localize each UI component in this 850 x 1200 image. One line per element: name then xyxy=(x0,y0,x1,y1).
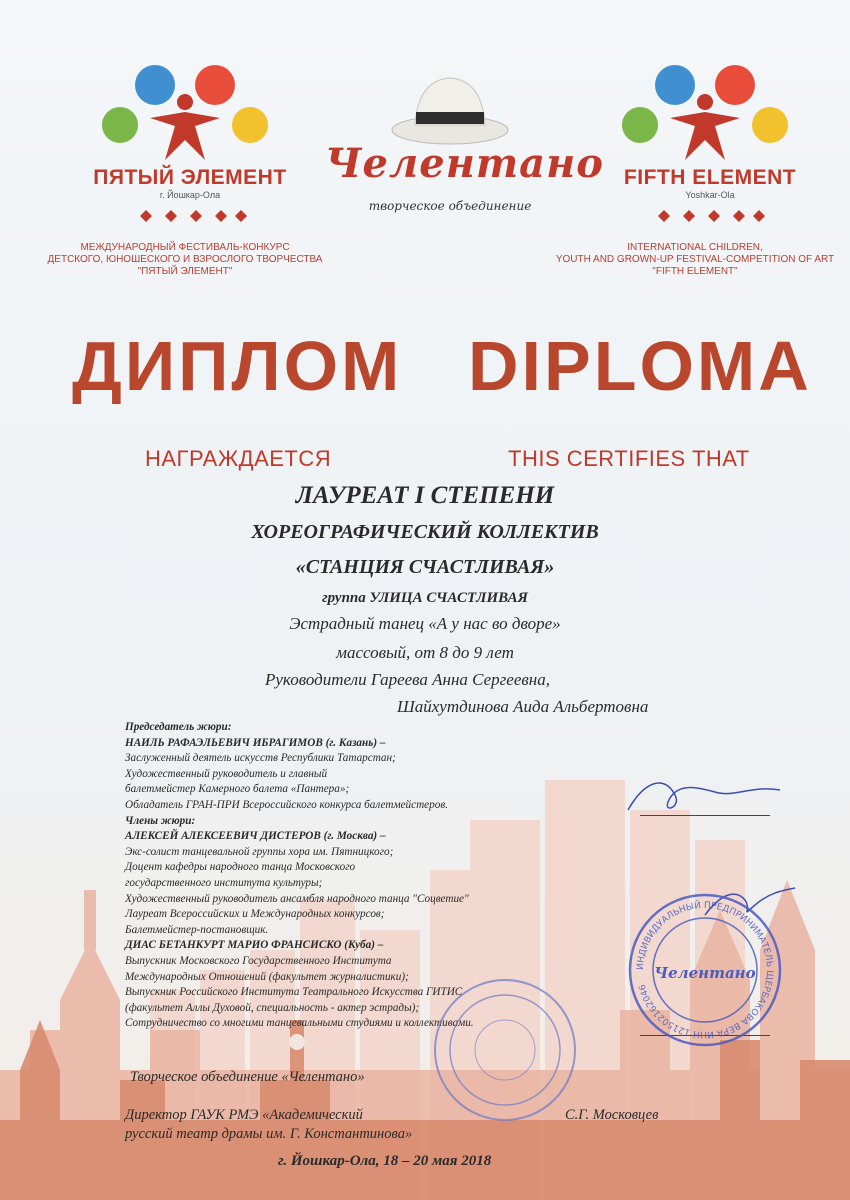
footer-org: Творческое объединение «Челентано» xyxy=(130,1069,365,1085)
jury-line: ДИАС БЕТАНКУРТ МАРИО ФРАНСИСКО (Куба) – xyxy=(125,939,384,952)
round-stamp-theatre xyxy=(430,975,580,1125)
jury-line: Художественный руководитель ансамбля народного танца "Соцветие" xyxy=(125,892,469,905)
jury-line: НАИЛЬ РАФАЭЛЬЕВИЧ ИБРАГИМОВ (г. Казань) – xyxy=(125,736,386,749)
place-and-date: г. Йошкар-Ола, 18 – 20 мая 2018 xyxy=(278,1153,492,1169)
diploma-title-ru: ДИПЛОМ xyxy=(72,327,403,405)
director-title-2: русский театр драмы им. Г. Константинова» xyxy=(125,1126,413,1142)
round-stamp-celentano xyxy=(625,890,785,1050)
group-name: группа УЛИЦА СЧАСТЛИВАЯ xyxy=(322,590,528,606)
right-logo-city: Yoshkar-Ola xyxy=(685,190,735,200)
jury-line: Экс-солист танцевальной группы хора им. Пятницкого; xyxy=(125,845,394,858)
jury-line: Международных Отношений (факультет журналистики); xyxy=(125,970,409,983)
left-logo-city: г. Йошкар-Ола xyxy=(159,190,221,200)
jury-line: Балетмейстер-постановщик. xyxy=(125,923,269,936)
director-name: С.Г. Московцев xyxy=(565,1107,659,1123)
jury-line: Сотрудничество со многими танцевальными студиями и коллективами. xyxy=(125,1017,474,1030)
jury-line: Члены жюри: xyxy=(125,814,196,827)
celentano-logo-title: Челентано xyxy=(325,140,604,187)
director-title-1: Директор ГАУК РМЭ «Академический xyxy=(125,1107,363,1123)
fifth-element-emblem-right xyxy=(620,60,795,165)
jury-line: АЛЕКСЕЙ АЛЕКСЕЕВИЧ ДИСТЕРОВ (г. Москва) – xyxy=(125,830,386,843)
jury-line: Выпускник Московского Государственного Института xyxy=(125,954,392,967)
leaders-line-1: Руководители Гареева Анна Сергеевна, xyxy=(265,670,550,689)
stamp-center-text: Челентано xyxy=(654,964,756,982)
right-festival-text: INTERNATIONAL CHILDREN, YOUTH AND GROWN-UP FESTIVAL-COMPETITION OF ART "FIFTH ELEMENT" xyxy=(555,242,835,277)
ornament-left xyxy=(130,208,250,224)
collective-type: ХОРЕОГРАФИЧЕСКИЙ КОЛЛЕКТИВ xyxy=(251,521,599,543)
award-degree: ЛАУРЕАТ I СТЕПЕНИ xyxy=(295,482,555,509)
awarded-label-ru: НАГРАЖДАЕТСЯ xyxy=(145,446,332,471)
jury-line: Обладатель ГРАН-ПРИ Всероссийского конкурса балетмейстеров. xyxy=(125,798,448,811)
jury-line: (факультет Аллы Духовой, специальность - актер эстрады); xyxy=(125,1001,420,1014)
left-festival-text: МЕЖДУНАРОДНЫЙ ФЕСТИВАЛЬ-КОНКУРС ДЕТСКОГО, ЮНОШЕСКОГО И ВЗРОСЛОГО ТВОРЧЕСТВА "ПЯТЫЙ ЭЛЕМЕНТ" xyxy=(47,242,323,277)
jury-line: Лауреат Всероссийских и Международных конкурсов; xyxy=(125,908,385,921)
stamp-ring-text: ИНДИВИДУАЛЬНЫЙ ПРЕДПРИНИМАТЕЛЬ ЩЕРБАКОВА ВЕРА ИНН 121502162046 xyxy=(635,900,775,1040)
age-category: массовый, от 8 до 9 лет xyxy=(336,643,514,662)
signature-chair xyxy=(620,770,790,825)
right-logo-title: FIFTH ELEMENT xyxy=(623,166,797,189)
collective-name: «СТАНЦИЯ СЧАСТЛИВАЯ» xyxy=(295,556,555,578)
nomination: Эстрадный танец «А у нас во дворе» xyxy=(289,614,561,633)
jury-line: Художественный руководитель и главный xyxy=(125,767,328,780)
jury-line: Председатель жюри: xyxy=(125,721,232,733)
awarded-label-en: THIS CERTIFIES THAT xyxy=(508,446,750,471)
jury-line: государственного института культуры; xyxy=(125,876,323,889)
celentano-logo-subtitle: творческое объединение xyxy=(368,199,532,213)
jury-line: Выпускник Российского Института Театрального Искусства ГИТИС xyxy=(125,986,463,999)
jury-line: балетмейстер Камерного балета «Пантера»; xyxy=(125,783,350,796)
jury-line: Заслуженный деятель искусств Республики Татарстан; xyxy=(125,752,396,765)
diploma-title-en: DIPLOMA xyxy=(468,327,812,405)
leaders-line-2: Шайхутдинова Аида Альбертовна xyxy=(397,697,649,716)
ornament-right xyxy=(648,208,768,224)
fifth-element-emblem-left xyxy=(100,60,275,165)
jury-line: Доцент кафедры народного танца Московского xyxy=(125,861,356,874)
left-logo-title: ПЯТЫЙ ЭЛЕМЕНТ xyxy=(93,166,287,189)
hat-icon xyxy=(390,70,510,150)
